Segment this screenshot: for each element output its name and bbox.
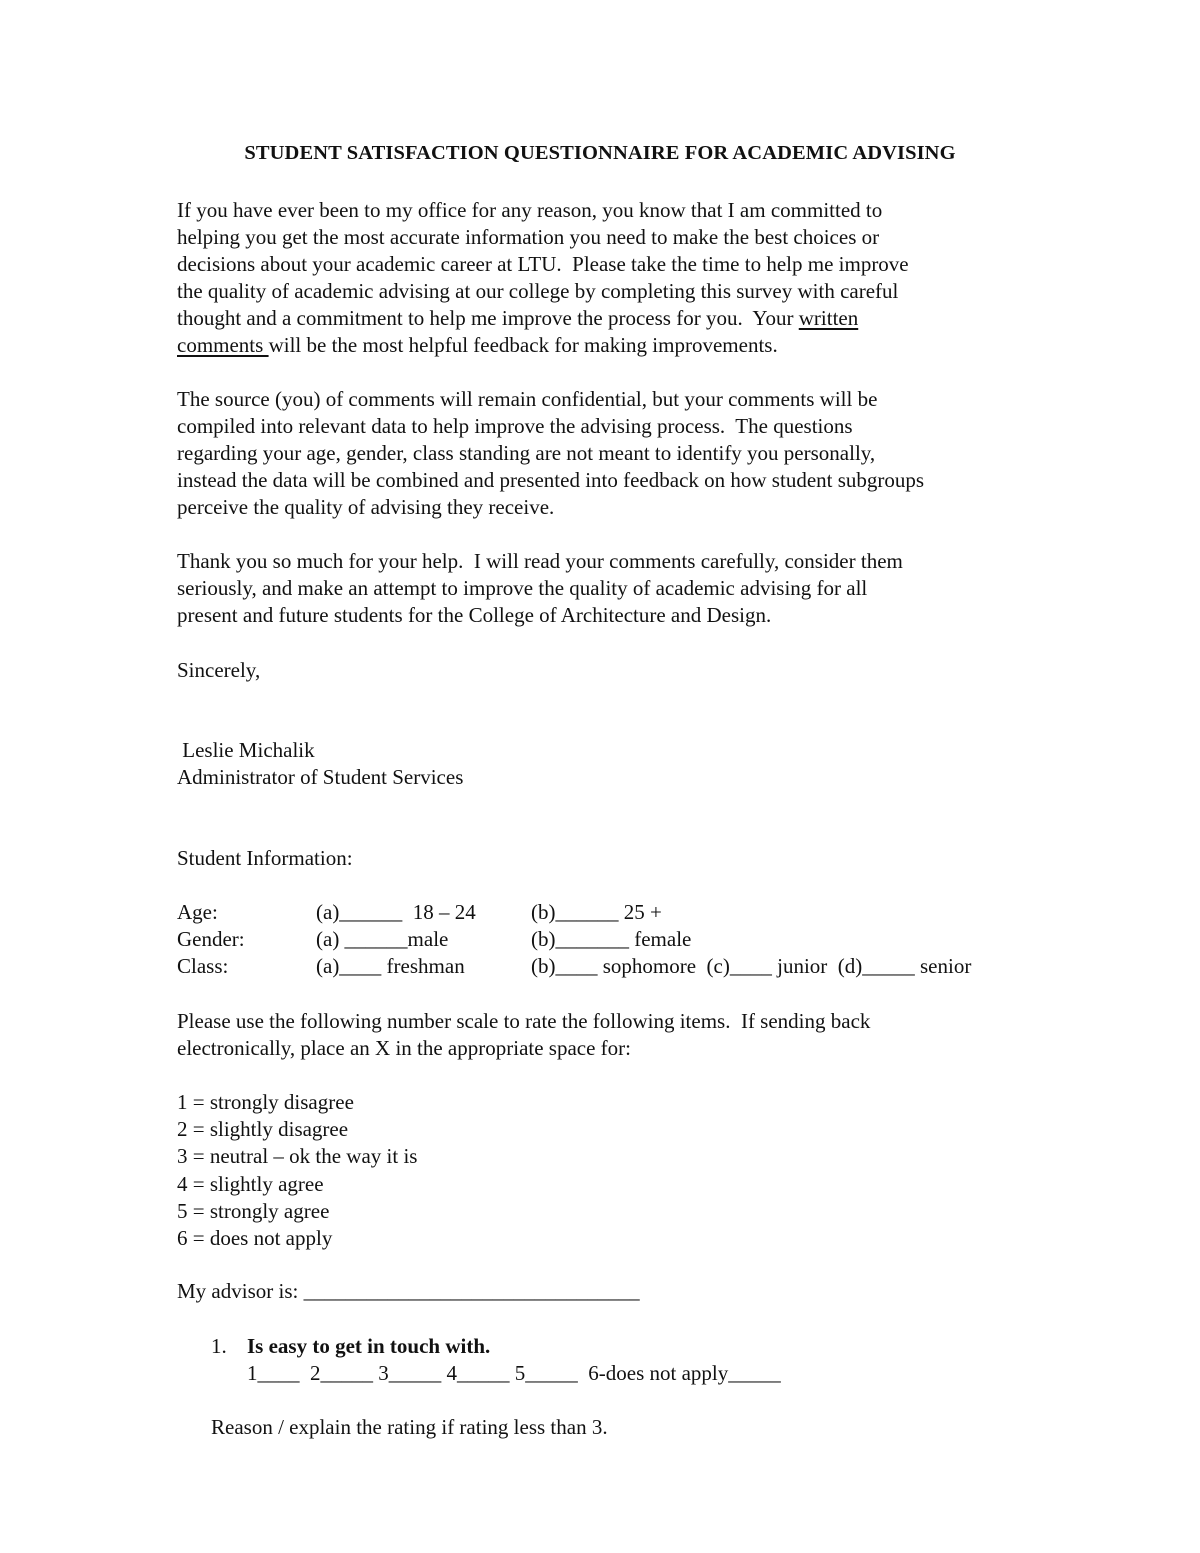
list-item: 3 = neutral – ok the way it is [177,1144,418,1169]
intro-line: helping you get the most accurate information you need to make the best choices or [177,225,880,249]
list-item: 5 = strongly agree [177,1198,330,1223]
thanks-line: Thank you so much for your help. I will read your comments carefully, consider them [177,549,903,573]
advisor-field[interactable]: My advisor is: ________________________________ [177,1279,640,1303]
thanks-line: present and future students for the College of Architecture and Design. [177,603,772,627]
age-label: Age: [177,900,218,924]
class-options-bcd[interactable]: (b)____ sophomore (c)____ junior (d)_____ senior [531,954,972,978]
student-info-heading: Student Information: [177,846,353,870]
closing: Sincerely, [177,658,261,682]
intro-line: the quality of academic advising at our college by completing this survey with careful [177,279,899,303]
intro-line [177,332,1057,359]
confidential-line: instead the data will be combined and presented into feedback on how student subgroups [177,468,925,492]
scale-intro-line: Please use the following number scale to rate the following items. If sending back [177,1009,871,1033]
list-item: 1 = strongly disagree [177,1090,354,1114]
confidential-line: perceive the quality of advising they receive. [177,495,555,519]
thanks-line: seriously, and make an attempt to improve the quality of academic advising for all [177,576,868,600]
question-rating-blanks[interactable]: 1____ 2_____ 3_____ 4_____ 5_____ 6-does not apply_____ [247,1361,781,1385]
scale-intro-line: electronically, place an X in the appropriate space for: [177,1036,632,1060]
gender-label: Gender: [177,927,245,951]
confidential-line: compiled into relevant data to help improve the advising process. The questions [177,414,853,438]
confidential-line: regarding your age, gender, class standing are not meant to identify you personally, [177,441,876,465]
class-option-a[interactable]: (a)____ freshman [316,954,465,978]
intro-line-text: thought and a commitment to help me improve the process for you. Your [177,306,799,330]
confidentiality-paragraph [177,386,1057,521]
underlined-written: written [798,306,859,330]
page-title: STUDENT SATISFACTION QUESTIONNAIRE FOR ACADEMIC ADVISING [244,142,956,164]
age-option-a[interactable]: (a)______ 18 – 24 [316,900,476,924]
underlined-comments: comments [177,333,269,357]
thanks-paragraph [177,548,1057,629]
gender-option-a[interactable]: (a) ______male [316,927,449,951]
question-text: Is easy to get in touch with. [247,1334,491,1358]
list-item: 6 = does not apply [177,1225,333,1250]
intro-line: If you have ever been to my office for any reason, you know that I am committed to [177,198,883,222]
confidential-line: The source (you) of comments will remain confidential, but your comments will be [177,387,878,411]
list-item: 4 = slightly agree [177,1171,324,1196]
class-label: Class: [177,954,229,978]
scale-intro [177,1008,1057,1062]
gender-option-b[interactable]: (b)_______ female [531,927,692,951]
signature-role: Administrator of Student Services [177,765,464,789]
rating-scale-list [177,1089,417,1252]
intro-paragraph [177,197,1057,359]
list-item: 2 = slightly disagree [177,1117,349,1142]
age-option-b[interactable]: (b)______ 25 + [531,900,662,924]
signature-name: Leslie Michalik [177,738,315,762]
intro-line: decisions about your academic career at LTU. Please take the time to help me improve [177,252,909,276]
intro-line [177,305,1057,332]
reason-prompt: Reason / explain the rating if rating less than 3. [211,1415,608,1439]
intro-line-tail: will be the most helpful feedback for making improvements. [268,333,778,357]
question-number: 1. [211,1334,227,1358]
